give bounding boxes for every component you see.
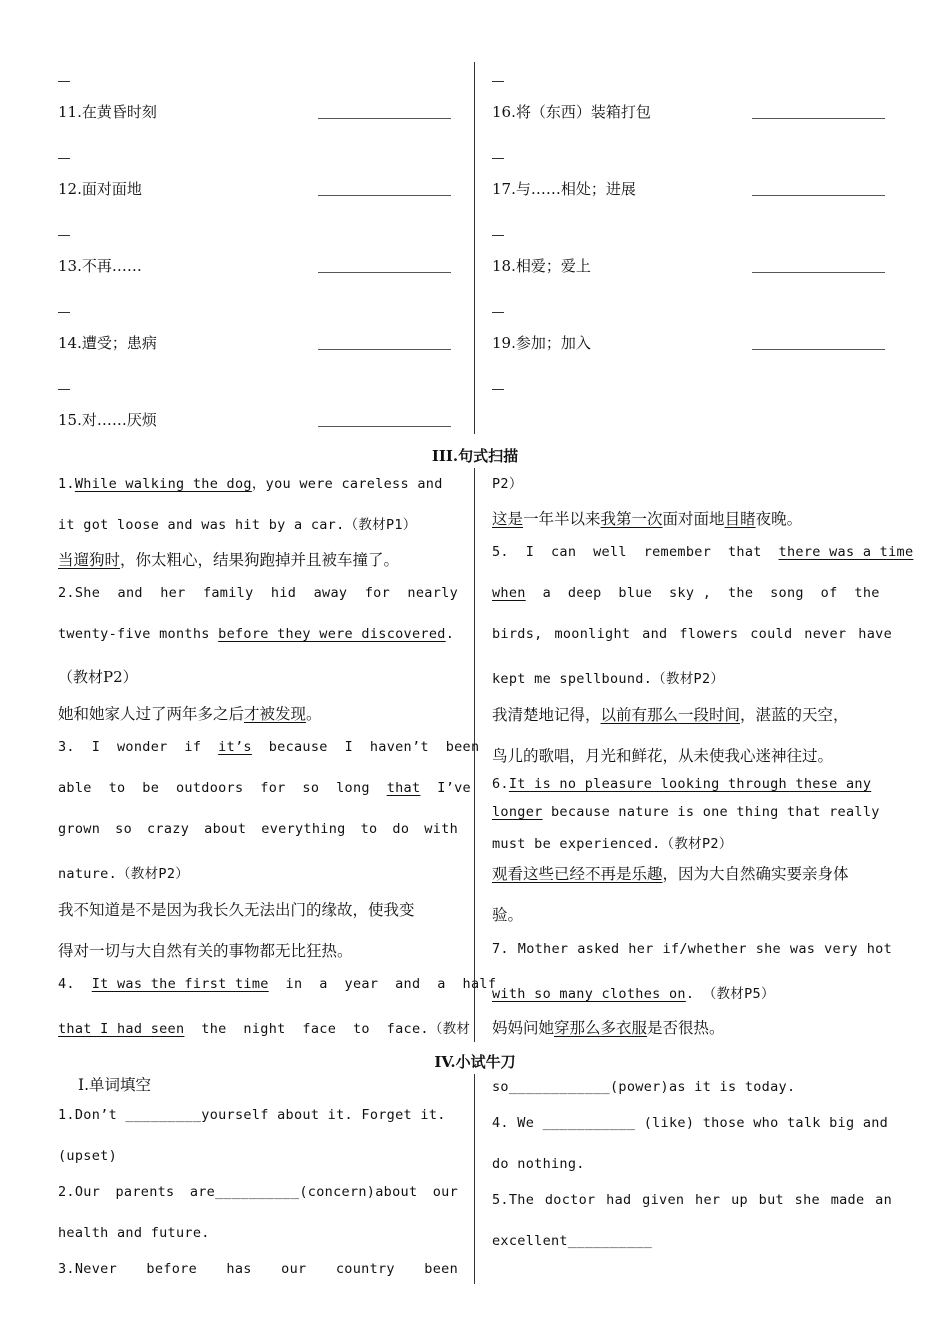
blank-tail (492, 158, 504, 159)
key-phrase-cn: 穿那么多衣服 (554, 1019, 648, 1037)
sentence-text: . (445, 626, 455, 642)
sentence-2-line-2 (58, 626, 454, 642)
sentence-text: the night face to face.（教材 (184, 1021, 471, 1037)
key-phrase: before they were discovered (218, 626, 446, 642)
answer-blank[interactable] (752, 195, 885, 196)
sentence-text: 5. I can well remember that (492, 544, 779, 560)
question-5-line-2: excellent__________ (492, 1233, 653, 1249)
blank-tail (58, 235, 70, 236)
key-phrase: when (492, 585, 526, 601)
sentence-5-line-1 (492, 544, 913, 560)
sentence-1-translation (58, 548, 399, 570)
sentence-2-translation (58, 702, 322, 724)
sentence-5-line-3: birds, moonlight and flowers could never have (492, 626, 892, 642)
question-3-line-1: 3.Never before has our country been (58, 1261, 458, 1277)
sentence-6-translation-2: 验。 (492, 906, 524, 924)
column-divider-top (474, 62, 475, 434)
answer-blank[interactable] (318, 118, 451, 119)
phrase-item: 17.与……相处；进展 (492, 180, 636, 198)
sentence-3-line-4: nature.（教材P2） (58, 866, 190, 882)
key-phrase-cn: 才被发现 (244, 705, 307, 723)
phrase-item: 14.遭受；患病 (58, 334, 157, 352)
section-title-practice: IV.小试牛刀 (434, 1053, 516, 1071)
answer-blank[interactable] (318, 195, 451, 196)
key-phrase: longer (492, 804, 543, 820)
translation-text: 夜晚。 (755, 510, 803, 528)
sentence-5-translation-1 (492, 703, 849, 725)
key-phrase: with so many clothes on (492, 986, 686, 1002)
sentence-text: . （教材P5） (685, 986, 775, 1002)
blank-tail (492, 81, 504, 82)
sentence-4-translation (492, 507, 802, 529)
sentence-text: ，you were careless and (251, 476, 443, 492)
sentence-5-translation-2: 鸟儿的歌唱，月光和鲜花，从未使我心迷神往过。 (492, 747, 834, 765)
sentence-3-translation-1: 我不知道是不是因为我长久无法出门的缘故，使我变 (58, 901, 415, 919)
translation-text: 一年半以来 (523, 510, 601, 528)
sentence-3-translation-2: 得对一切与大自然有关的事物都无比狂热。 (58, 942, 353, 960)
sentence-5-line-2 (492, 585, 880, 601)
column-divider-bottom (474, 1074, 475, 1284)
sentence-7-translation (492, 1016, 725, 1038)
sentence-text: a deep blue sky , the song of the (525, 585, 880, 601)
sentence-3-line-1 (58, 739, 479, 755)
phrase-item: 11.在黄昏时刻 (58, 103, 157, 121)
answer-blank[interactable] (318, 349, 451, 350)
question-4-line-2: do nothing. (492, 1156, 585, 1172)
blank-tail (58, 158, 70, 159)
sentence-4-line-2 (58, 1017, 470, 1037)
sentence-6-line-1 (492, 776, 871, 792)
question-5-line-1: 5.The doctor had given her up but she made an (492, 1192, 892, 1208)
translation-text: ，湛蓝的天空， (740, 706, 849, 724)
phrase-item: 18.相爱；爱上 (492, 257, 591, 275)
sentence-2-line-1: 2.She and her family hid away for nearly (58, 585, 458, 601)
question-1-line-1: 1.Don’t _________yourself about it. Forget it. (58, 1107, 446, 1123)
sentence-7-line-1: 7. Mother asked her if/whether she was very hot (492, 941, 892, 957)
sentence-1-line-2: it got loose and was hit by a car.（教材P1） (58, 517, 417, 533)
translation-text: ，你太粗心，结果狗跑掉并且被车撞了。 (120, 551, 400, 569)
blank-tail (492, 389, 504, 390)
question-2-line-1: 2.Our parents are__________(concern)about our (58, 1184, 458, 1200)
key-phrase: that I had seen (58, 1021, 185, 1037)
answer-blank[interactable] (318, 426, 451, 427)
phrase-item: 13.不再…… (58, 257, 142, 275)
translation-text: ，因为大自然确实要亲身体 (662, 865, 849, 883)
sentence-text: in a year and a half (268, 976, 497, 992)
key-phrase-cn: 我第一次 (600, 510, 663, 528)
blank-tail (58, 312, 70, 313)
answer-blank[interactable] (318, 272, 451, 273)
sentence-4-line-1 (58, 976, 496, 992)
subsection-title-word-fill: Ⅰ.单词填空 (78, 1076, 152, 1094)
phrase-item: 15.对……厌烦 (58, 411, 157, 429)
sentence-text: because nature is one thing that really (542, 804, 880, 820)
key-phrase-cn: 以前有那么一段时间 (600, 706, 741, 724)
blank-tail (492, 235, 504, 236)
question-3-line-2: so____________(power)as it is today. (492, 1079, 796, 1095)
translation-text: 她和她家人过了两年多之后 (58, 705, 245, 723)
key-phrase: there was a time (778, 544, 914, 560)
sentence-text: I’ve (420, 780, 471, 796)
translation-text: 妈妈问她 (492, 1019, 555, 1037)
sentence-6-translation-1 (492, 862, 849, 884)
sentence-3-line-3: grown so crazy about everything to do with (58, 821, 458, 837)
sentence-2-source: （教材P2） (58, 668, 138, 686)
phrase-item: 19.参加；加入 (492, 334, 591, 352)
blank-tail (58, 389, 70, 390)
phrase-item: 16.将（东西）装箱打包 (492, 103, 651, 121)
section-title-sentence-scan: III.句式扫描 (431, 447, 519, 465)
sentence-4-source: P2） (492, 476, 523, 492)
translation-text: 面对面地 (662, 510, 725, 528)
key-phrase: It is no pleasure looking through these any (508, 776, 872, 792)
blank-tail (492, 312, 504, 313)
sentence-3-line-2 (58, 780, 471, 796)
blank-tail (58, 81, 70, 82)
sentence-text: 3. I wonder if (58, 739, 219, 755)
key-phrase: it’s (218, 739, 252, 755)
sentence-6-line-3: must be experienced.（教材P2） (492, 836, 733, 852)
answer-blank[interactable] (752, 272, 885, 273)
key-phrase: While walking the dog (74, 476, 252, 492)
key-phrase: It was the first time (91, 976, 269, 992)
sentence-7-line-2 (492, 982, 775, 1002)
sentence-text: 6. (492, 776, 509, 792)
translation-text: 是否很热。 (647, 1019, 725, 1037)
phrase-item: 12.面对面地 (58, 180, 142, 198)
key-phrase-cn: 目睹 (724, 510, 756, 528)
question-2-line-2: health and future. (58, 1225, 210, 1241)
key-phrase-cn: 观看这些已经不再是乐趣 (492, 865, 663, 883)
translation-text: 我清楚地记得， (492, 706, 601, 724)
sentence-text: because I haven’t been (251, 739, 480, 755)
sentence-text: able to be outdoors for so long (58, 780, 387, 796)
column-divider-middle (474, 468, 475, 1042)
question-1-line-2: (upset) (58, 1148, 117, 1164)
sentence-text: 4. (58, 976, 92, 992)
question-4-line-1: 4. We ___________ (like) those who talk big and (492, 1115, 889, 1131)
answer-blank[interactable] (752, 118, 885, 119)
sentence-1-line-1: 1.While walking the dog，you were careless and (58, 476, 443, 492)
sentence-5-line-4: kept me spellbound.（教材P2） (492, 671, 725, 687)
key-phrase-cn: 这是 (492, 510, 524, 528)
key-phrase-cn: 当遛狗时 (58, 551, 121, 569)
answer-blank[interactable] (752, 349, 885, 350)
key-phrase: that (386, 780, 421, 796)
sentence-text: twenty-five months (58, 626, 219, 642)
translation-text: 。 (306, 705, 322, 723)
sentence-6-line-2 (492, 804, 880, 820)
